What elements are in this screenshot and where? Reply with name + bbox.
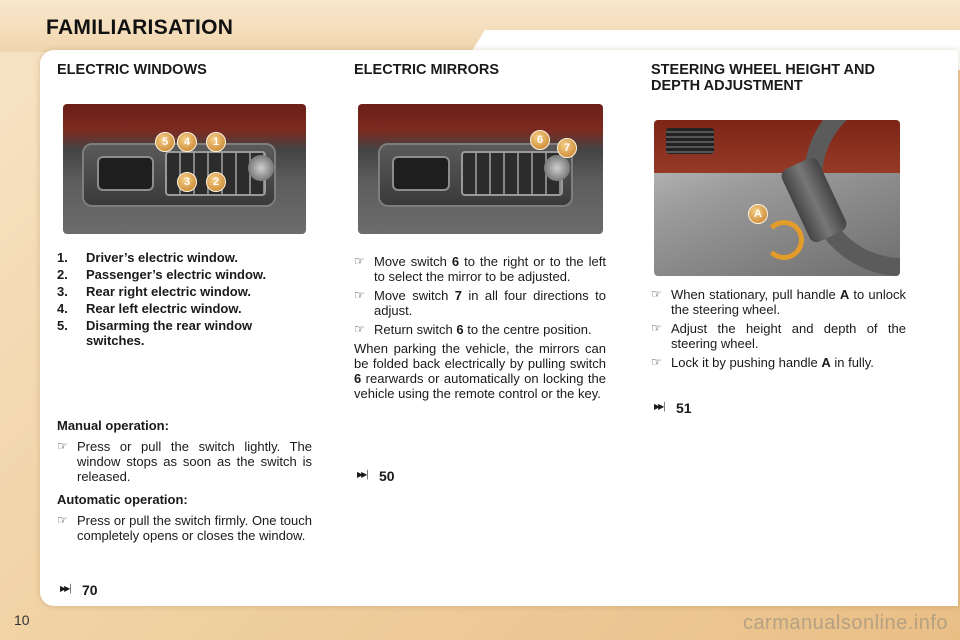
manual-operation-heading: Manual operation: [57, 418, 169, 433]
marker-3: 3 [177, 172, 197, 192]
pointing-hand-icon: ☞ [354, 322, 365, 336]
marker-5: 5 [155, 132, 175, 152]
steering-step-adjust: ☞ Adjust the height and depth of the steering wheel. [651, 321, 906, 351]
manual-operation-step: ☞ Press or pull the switch lightly. The window stops as soon as the switch is released. [57, 439, 312, 484]
door-handle [392, 156, 450, 191]
pointing-hand-icon: ☞ [354, 288, 365, 302]
marker-1: 1 [206, 132, 226, 152]
pointing-hand-icon: ☞ [354, 254, 365, 268]
page-ref-50[interactable]: ▶▶│ 50 [357, 468, 395, 484]
marker-6: 6 [530, 130, 550, 150]
list-item: 1. Driver’s electric window. [57, 250, 238, 265]
steering-step-lock: ☞ Lock it by pushing handle A in fully. [651, 355, 874, 370]
automatic-operation-block [57, 492, 312, 547]
page-ref-70[interactable]: ▶▶│ 70 [60, 582, 98, 598]
electric-mirrors-section [354, 62, 606, 78]
list-item: 4. Rear left electric window. [57, 301, 242, 316]
page-number: 10 [14, 612, 30, 628]
steering-wheel-section [651, 62, 906, 94]
mirror-step-adjust: ☞ Move switch 7 in all four directions to adjust. [354, 288, 606, 318]
go-to-page-icon [60, 584, 76, 596]
pointing-hand-icon: ☞ [651, 287, 662, 301]
manual-operation-block [57, 418, 312, 488]
automatic-operation-heading: Automatic operation: [57, 492, 188, 507]
mirror-switches-photo [358, 104, 603, 234]
marker-2: 2 [206, 172, 226, 192]
watermark: carmanualsonline.info [742, 612, 948, 634]
pointing-hand-icon: ☞ [651, 355, 662, 369]
page-title: FAMILIARISATION [46, 16, 234, 39]
pointing-hand-icon: ☞ [57, 439, 68, 453]
electric-mirrors-heading: ELECTRIC MIRRORS [354, 62, 499, 78]
electric-windows-section [57, 62, 312, 78]
marker-4: 4 [177, 132, 197, 152]
go-to-page-icon [654, 402, 670, 414]
list-item: 2. Passenger’s electric window. [57, 267, 267, 282]
mirror-step-return: ☞ Return switch 6 to the centre position. [354, 322, 592, 337]
mirror-parking-note: When parking the vehicle, the mirrors can be folded back electrically by pulling switch 6 rearwards or automatically on locking the vehicle using the remote control or the key. [354, 341, 606, 401]
steering-steps [651, 287, 906, 374]
window-switch-list [57, 250, 312, 350]
pointing-hand-icon: ☞ [651, 321, 662, 335]
pointing-hand-icon: ☞ [57, 513, 68, 527]
door-handle [97, 156, 154, 191]
mirror-step-select: ☞ Move switch 6 to the right or to the left to select the mirror to be adjusted. [354, 254, 606, 284]
air-vent [666, 128, 714, 154]
mirror-steps [354, 254, 606, 401]
page-ref-51[interactable]: ▶▶│ 51 [654, 400, 692, 416]
window-switches-photo [63, 104, 306, 234]
electric-windows-heading: ELECTRIC WINDOWS [57, 62, 207, 78]
mirror-knob [544, 155, 570, 181]
steering-step-unlock: ☞ When stationary, pull handle A to unlock the steering wheel. [651, 287, 906, 317]
steering-wheel-heading: STEERING WHEEL HEIGHT AND DEPTH ADJUSTMENT [651, 62, 875, 94]
go-to-page-icon [357, 470, 373, 482]
mirror-knob [248, 155, 274, 181]
steering-column-photo [654, 120, 900, 276]
automatic-operation-step: ☞ Press or pull the switch firmly. One touch completely opens or closes the window. [57, 513, 312, 543]
list-item: 5. Disarming the rear window switches. [57, 318, 253, 348]
rotate-arrow-icon [764, 220, 804, 260]
marker-7: 7 [557, 138, 577, 158]
marker-a: A [748, 204, 768, 224]
list-item: 3. Rear right electric window. [57, 284, 251, 299]
